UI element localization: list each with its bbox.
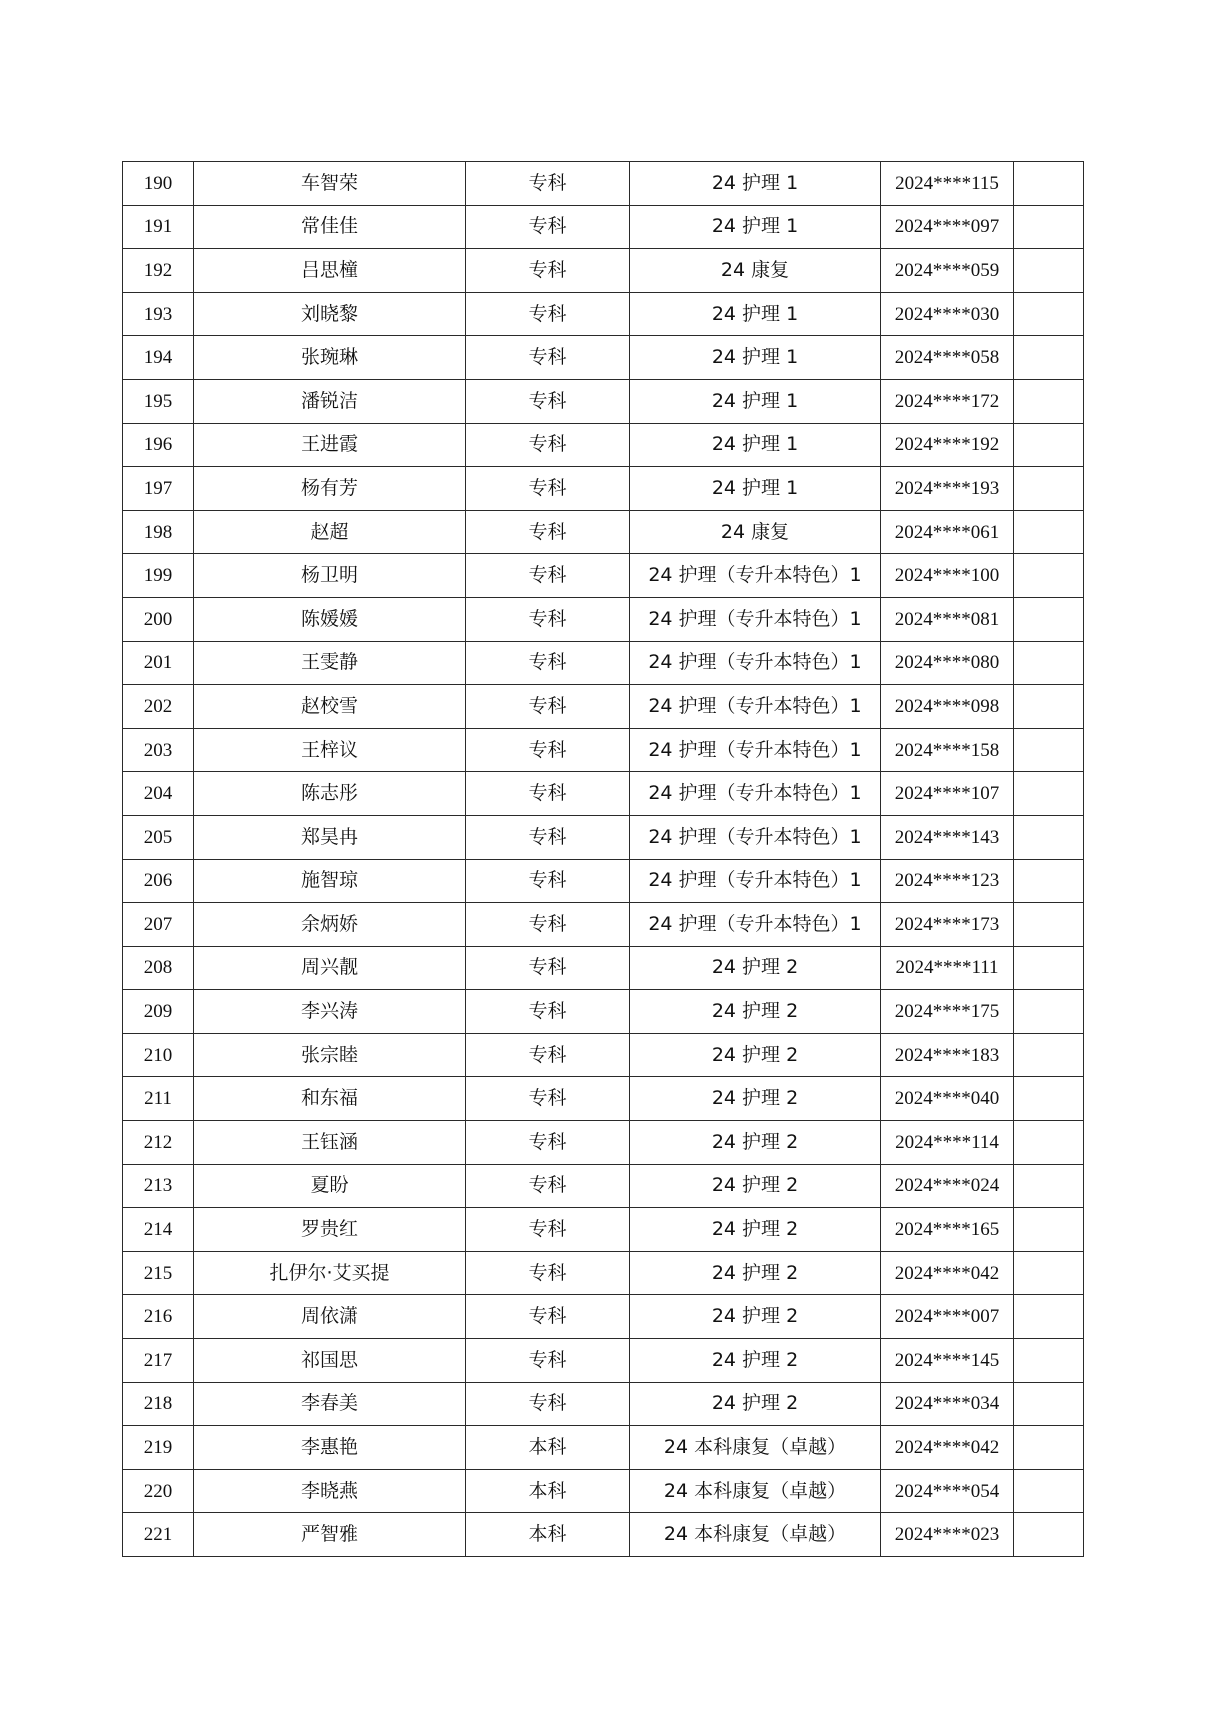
note-cell: [1014, 249, 1084, 293]
education-level: 专科: [466, 597, 630, 641]
note-cell: [1014, 1077, 1084, 1121]
student-name: 罗贵红: [194, 1208, 466, 1252]
row-number: 221: [123, 1513, 194, 1557]
education-level: 专科: [466, 249, 630, 293]
class-name: 24 本科康复（卓越）: [630, 1469, 881, 1513]
education-level: 专科: [466, 1121, 630, 1165]
student-id: 2024****193: [881, 467, 1014, 511]
class-name: 24 护理（专升本特色）1: [630, 728, 881, 772]
row-number: 203: [123, 728, 194, 772]
education-level: 专科: [466, 1339, 630, 1383]
row-number: 217: [123, 1339, 194, 1383]
row-number: 215: [123, 1251, 194, 1295]
row-number: 220: [123, 1469, 194, 1513]
student-id: 2024****042: [881, 1251, 1014, 1295]
education-level: 专科: [466, 990, 630, 1034]
student-id: 2024****024: [881, 1164, 1014, 1208]
row-number: 213: [123, 1164, 194, 1208]
education-level: 专科: [466, 554, 630, 598]
student-name: 周依潇: [194, 1295, 466, 1339]
row-number: 211: [123, 1077, 194, 1121]
education-level: 专科: [466, 859, 630, 903]
note-cell: [1014, 1513, 1084, 1557]
student-id: 2024****058: [881, 336, 1014, 380]
student-name: 杨有芳: [194, 467, 466, 511]
table-row: [123, 728, 1084, 772]
education-level: 专科: [466, 205, 630, 249]
table-row: [123, 1295, 1084, 1339]
student-id: 2024****030: [881, 292, 1014, 336]
note-cell: [1014, 1164, 1084, 1208]
student-id: 2024****007: [881, 1295, 1014, 1339]
education-level: 本科: [466, 1426, 630, 1470]
class-name: 24 康复: [630, 510, 881, 554]
education-level: 专科: [466, 336, 630, 380]
education-level: 专科: [466, 772, 630, 816]
class-name: 24 护理（专升本特色）1: [630, 554, 881, 598]
row-number: 206: [123, 859, 194, 903]
student-id: 2024****081: [881, 597, 1014, 641]
table-row: [123, 685, 1084, 729]
education-level: 专科: [466, 379, 630, 423]
education-level: 专科: [466, 1382, 630, 1426]
student-roster-table: [122, 161, 1084, 1557]
student-id: 2024****097: [881, 205, 1014, 249]
student-name: 王梓议: [194, 728, 466, 772]
education-level: 专科: [466, 1077, 630, 1121]
student-name: 和东福: [194, 1077, 466, 1121]
education-level: 专科: [466, 903, 630, 947]
note-cell: [1014, 597, 1084, 641]
note-cell: [1014, 1251, 1084, 1295]
note-cell: [1014, 292, 1084, 336]
education-level: 专科: [466, 728, 630, 772]
note-cell: [1014, 554, 1084, 598]
note-cell: [1014, 336, 1084, 380]
table-row: [123, 1077, 1084, 1121]
table-row: [123, 1251, 1084, 1295]
row-number: 193: [123, 292, 194, 336]
student-id: 2024****123: [881, 859, 1014, 903]
education-level: 专科: [466, 1033, 630, 1077]
table-row: [123, 1513, 1084, 1557]
education-level: 专科: [466, 1208, 630, 1252]
row-number: 195: [123, 379, 194, 423]
class-name: 24 护理 2: [630, 1033, 881, 1077]
table-row: [123, 1339, 1084, 1383]
table-row: [123, 1469, 1084, 1513]
class-name: 24 护理 2: [630, 1295, 881, 1339]
student-name: 陈志彤: [194, 772, 466, 816]
student-id: 2024****023: [881, 1513, 1014, 1557]
student-id: 2024****098: [881, 685, 1014, 729]
note-cell: [1014, 1382, 1084, 1426]
table-row: [123, 1033, 1084, 1077]
class-name: 24 护理 2: [630, 1077, 881, 1121]
class-name: 24 护理 1: [630, 205, 881, 249]
note-cell: [1014, 1426, 1084, 1470]
roster-body: [123, 162, 1084, 1557]
note-cell: [1014, 1208, 1084, 1252]
note-cell: [1014, 1295, 1084, 1339]
class-name: 24 护理 1: [630, 292, 881, 336]
class-name: 24 本科康复（卓越）: [630, 1426, 881, 1470]
row-number: 202: [123, 685, 194, 729]
education-level: 专科: [466, 510, 630, 554]
student-name: 常佳佳: [194, 205, 466, 249]
table-row: [123, 903, 1084, 947]
student-name: 周兴靓: [194, 946, 466, 990]
row-number: 218: [123, 1382, 194, 1426]
class-name: 24 护理（专升本特色）1: [630, 859, 881, 903]
table-row: [123, 379, 1084, 423]
table-row: [123, 859, 1084, 903]
class-name: 24 护理（专升本特色）1: [630, 772, 881, 816]
education-level: 本科: [466, 1469, 630, 1513]
class-name: 24 康复: [630, 249, 881, 293]
class-name: 24 护理 2: [630, 990, 881, 1034]
student-name: 吕思橦: [194, 249, 466, 293]
row-number: 204: [123, 772, 194, 816]
student-id: 2024****173: [881, 903, 1014, 947]
student-id: 2024****080: [881, 641, 1014, 685]
student-name: 潘锐洁: [194, 379, 466, 423]
note-cell: [1014, 162, 1084, 206]
row-number: 212: [123, 1121, 194, 1165]
row-number: 192: [123, 249, 194, 293]
student-id: 2024****111: [881, 946, 1014, 990]
class-name: 24 护理 2: [630, 1208, 881, 1252]
table-row: [123, 772, 1084, 816]
row-number: 196: [123, 423, 194, 467]
table-row: [123, 946, 1084, 990]
note-cell: [1014, 685, 1084, 729]
education-level: 专科: [466, 685, 630, 729]
table-row: [123, 815, 1084, 859]
note-cell: [1014, 859, 1084, 903]
row-number: 209: [123, 990, 194, 1034]
student-name: 施智琼: [194, 859, 466, 903]
student-name: 赵超: [194, 510, 466, 554]
student-name: 扎伊尔·艾买提: [194, 1251, 466, 1295]
table-row: [123, 336, 1084, 380]
education-level: 专科: [466, 162, 630, 206]
education-level: 专科: [466, 1164, 630, 1208]
table-row: [123, 1208, 1084, 1252]
student-id: 2024****143: [881, 815, 1014, 859]
education-level: 专科: [466, 815, 630, 859]
student-name: 刘晓黎: [194, 292, 466, 336]
class-name: 24 护理 1: [630, 423, 881, 467]
class-name: 24 护理 1: [630, 336, 881, 380]
student-name: 余炳娇: [194, 903, 466, 947]
row-number: 190: [123, 162, 194, 206]
class-name: 24 本科康复（卓越）: [630, 1513, 881, 1557]
class-name: 24 护理 2: [630, 1339, 881, 1383]
class-name: 24 护理（专升本特色）1: [630, 685, 881, 729]
table-row: [123, 641, 1084, 685]
student-name: 严智雅: [194, 1513, 466, 1557]
student-id: 2024****034: [881, 1382, 1014, 1426]
row-number: 198: [123, 510, 194, 554]
table-row: [123, 1382, 1084, 1426]
table-row: [123, 1426, 1084, 1470]
student-name: 李兴涛: [194, 990, 466, 1034]
note-cell: [1014, 379, 1084, 423]
student-id: 2024****054: [881, 1469, 1014, 1513]
student-id: 2024****040: [881, 1077, 1014, 1121]
student-id: 2024****172: [881, 379, 1014, 423]
student-id: 2024****145: [881, 1339, 1014, 1383]
student-id: 2024****059: [881, 249, 1014, 293]
class-name: 24 护理 2: [630, 1164, 881, 1208]
education-level: 专科: [466, 467, 630, 511]
education-level: 专科: [466, 1251, 630, 1295]
table-row: [123, 510, 1084, 554]
table-row: [123, 467, 1084, 511]
row-number: 216: [123, 1295, 194, 1339]
student-name: 李晓燕: [194, 1469, 466, 1513]
student-name: 王进霞: [194, 423, 466, 467]
note-cell: [1014, 641, 1084, 685]
note-cell: [1014, 423, 1084, 467]
table-row: [123, 249, 1084, 293]
student-name: 张琬琳: [194, 336, 466, 380]
student-name: 王雯静: [194, 641, 466, 685]
education-level: 专科: [466, 1295, 630, 1339]
student-name: 车智荣: [194, 162, 466, 206]
row-number: 219: [123, 1426, 194, 1470]
table-row: [123, 162, 1084, 206]
table-row: [123, 1164, 1084, 1208]
row-number: 207: [123, 903, 194, 947]
note-cell: [1014, 205, 1084, 249]
student-name: 赵校雪: [194, 685, 466, 729]
student-name: 郑昊冉: [194, 815, 466, 859]
class-name: 24 护理 2: [630, 1382, 881, 1426]
student-name: 杨卫明: [194, 554, 466, 598]
row-number: 199: [123, 554, 194, 598]
note-cell: [1014, 1339, 1084, 1383]
student-name: 陈媛媛: [194, 597, 466, 641]
class-name: 24 护理（专升本特色）1: [630, 641, 881, 685]
row-number: 208: [123, 946, 194, 990]
student-id: 2024****061: [881, 510, 1014, 554]
student-id: 2024****115: [881, 162, 1014, 206]
table-row: [123, 423, 1084, 467]
student-id: 2024****165: [881, 1208, 1014, 1252]
student-name: 夏盼: [194, 1164, 466, 1208]
note-cell: [1014, 990, 1084, 1034]
note-cell: [1014, 903, 1084, 947]
class-name: 24 护理（专升本特色）1: [630, 815, 881, 859]
row-number: 205: [123, 815, 194, 859]
education-level: 本科: [466, 1513, 630, 1557]
note-cell: [1014, 1033, 1084, 1077]
note-cell: [1014, 946, 1084, 990]
note-cell: [1014, 728, 1084, 772]
row-number: 200: [123, 597, 194, 641]
student-name: 李春美: [194, 1382, 466, 1426]
education-level: 专科: [466, 292, 630, 336]
note-cell: [1014, 1469, 1084, 1513]
row-number: 197: [123, 467, 194, 511]
note-cell: [1014, 510, 1084, 554]
student-id: 2024****175: [881, 990, 1014, 1034]
class-name: 24 护理 1: [630, 162, 881, 206]
class-name: 24 护理 2: [630, 946, 881, 990]
row-number: 214: [123, 1208, 194, 1252]
student-id: 2024****114: [881, 1121, 1014, 1165]
note-cell: [1014, 1121, 1084, 1165]
table-row: [123, 597, 1084, 641]
class-name: 24 护理 2: [630, 1121, 881, 1165]
table-row: [123, 554, 1084, 598]
class-name: 24 护理（专升本特色）1: [630, 903, 881, 947]
table-row: [123, 990, 1084, 1034]
student-name: 祁国思: [194, 1339, 466, 1383]
note-cell: [1014, 467, 1084, 511]
table-row: [123, 292, 1084, 336]
class-name: 24 护理（专升本特色）1: [630, 597, 881, 641]
student-id: 2024****042: [881, 1426, 1014, 1470]
student-id: 2024****192: [881, 423, 1014, 467]
student-id: 2024****107: [881, 772, 1014, 816]
note-cell: [1014, 772, 1084, 816]
class-name: 24 护理 1: [630, 379, 881, 423]
row-number: 191: [123, 205, 194, 249]
row-number: 210: [123, 1033, 194, 1077]
class-name: 24 护理 2: [630, 1251, 881, 1295]
table-row: [123, 1121, 1084, 1165]
table-row: [123, 205, 1084, 249]
education-level: 专科: [466, 641, 630, 685]
student-name: 王钰涵: [194, 1121, 466, 1165]
student-name: 李惠艳: [194, 1426, 466, 1470]
row-number: 201: [123, 641, 194, 685]
class-name: 24 护理 1: [630, 467, 881, 511]
student-id: 2024****158: [881, 728, 1014, 772]
student-id: 2024****183: [881, 1033, 1014, 1077]
education-level: 专科: [466, 946, 630, 990]
student-id: 2024****100: [881, 554, 1014, 598]
note-cell: [1014, 815, 1084, 859]
student-name: 张宗睦: [194, 1033, 466, 1077]
row-number: 194: [123, 336, 194, 380]
education-level: 专科: [466, 423, 630, 467]
